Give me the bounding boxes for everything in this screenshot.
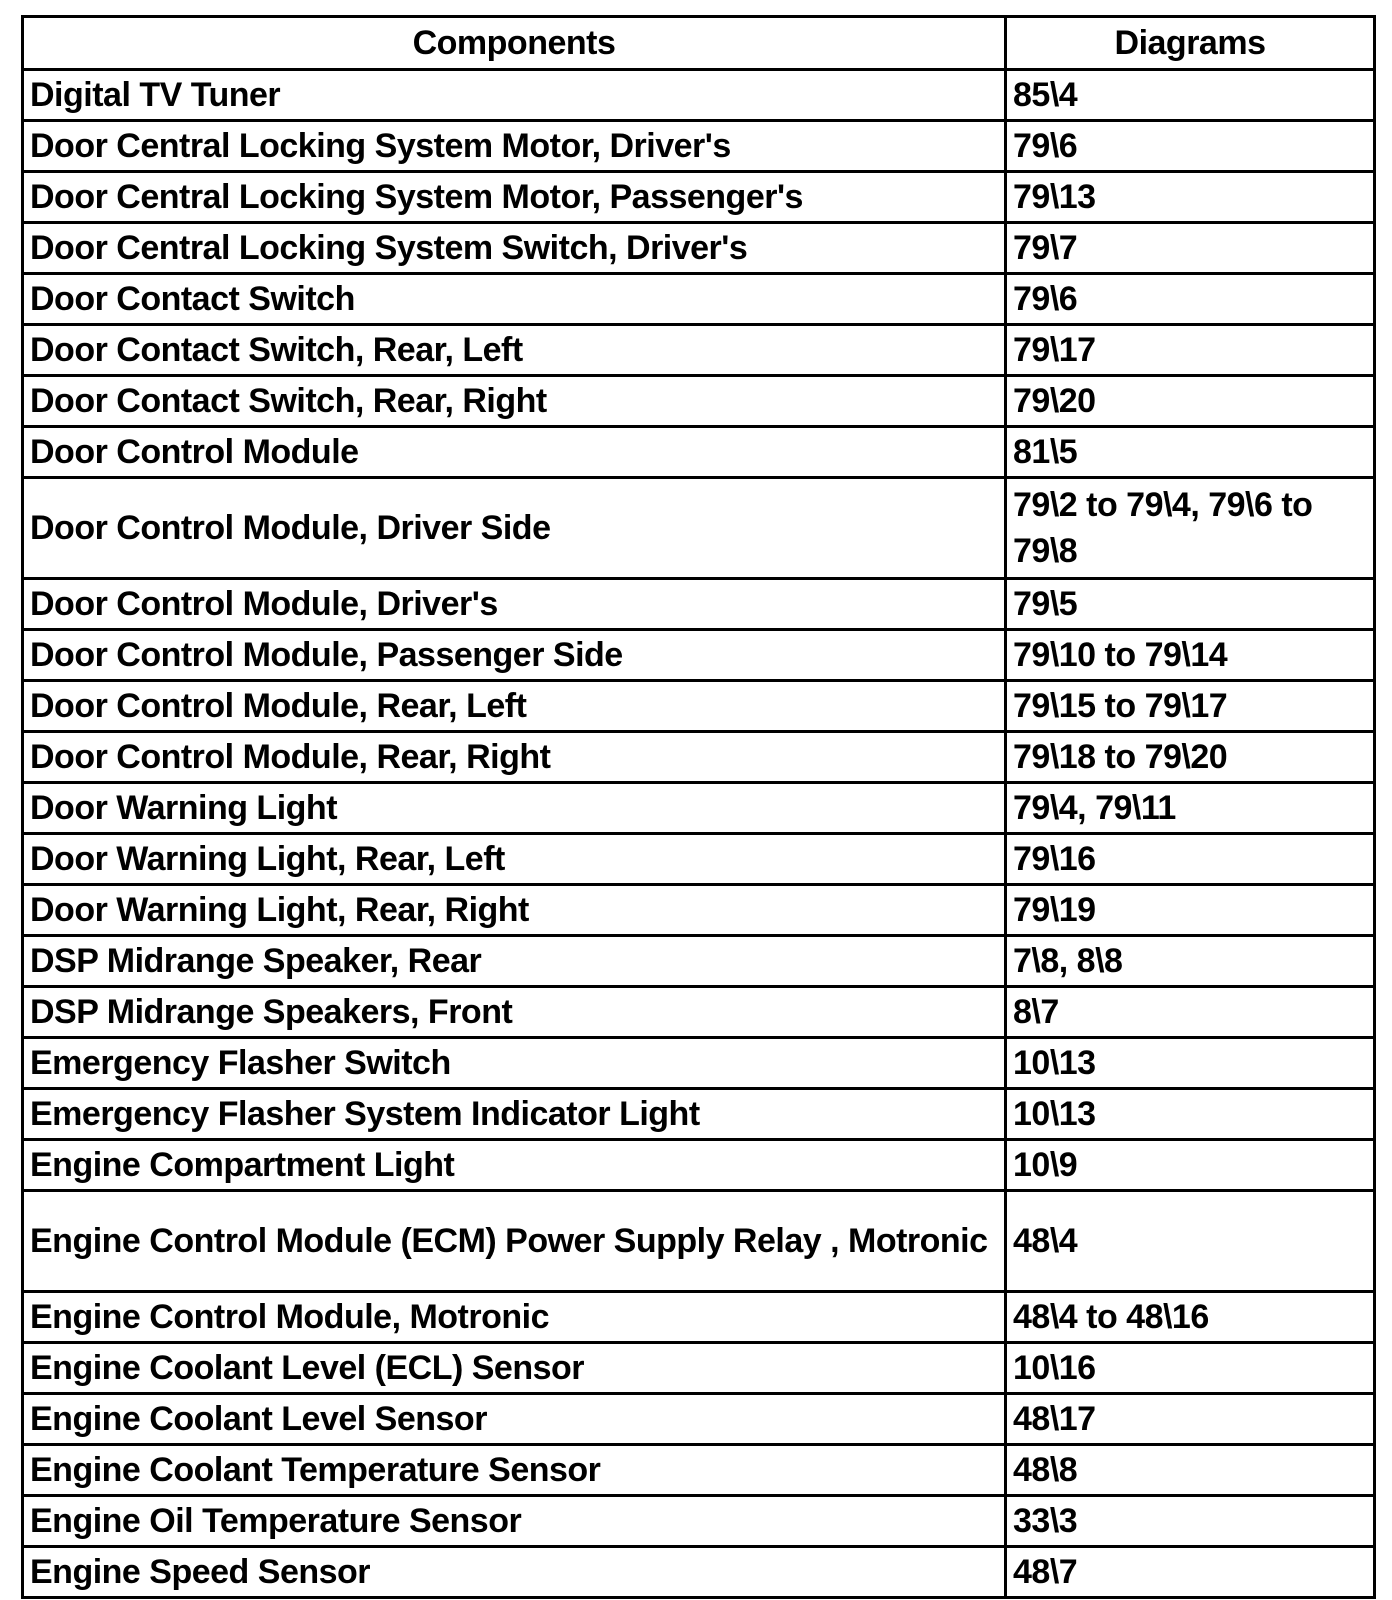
table-row <box>23 987 1375 1038</box>
component-cell: Door Contact Switch <box>23 274 1006 325</box>
component-cell: Door Control Module, Passenger Side <box>23 630 1006 681</box>
table-row <box>23 1140 1375 1191</box>
component-cell: Engine Control Module (ECM) Power Supply Relay , Motronic <box>23 1191 1006 1292</box>
component-cell: Emergency Flasher Switch <box>23 1038 1006 1089</box>
diagrams-cell: 48\8 <box>1006 1445 1375 1496</box>
table-row <box>23 936 1375 987</box>
component-cell: Door Control Module, Rear, Left <box>23 681 1006 732</box>
table-row <box>23 1038 1375 1089</box>
component-cell: Door Central Locking System Motor, Passenger's <box>23 172 1006 223</box>
diagrams-cell: 10\13 <box>1006 1038 1375 1089</box>
diagrams-cell: 79\18 to 79\20 <box>1006 732 1375 783</box>
component-cell: Door Contact Switch, Rear, Left <box>23 325 1006 376</box>
component-cell: Engine Speed Sensor <box>23 1547 1006 1598</box>
table-row <box>23 121 1375 172</box>
diagrams-cell: 79\2 to 79\4, 79\6 to 79\8 <box>1006 478 1375 579</box>
diagrams-cell: 79\15 to 79\17 <box>1006 681 1375 732</box>
table-row <box>23 325 1375 376</box>
diagrams-cell: 10\9 <box>1006 1140 1375 1191</box>
component-cell: DSP Midrange Speakers, Front <box>23 987 1006 1038</box>
header-diagrams: Diagrams <box>1006 17 1375 70</box>
diagrams-cell: 79\6 <box>1006 121 1375 172</box>
table-row <box>23 579 1375 630</box>
table-row <box>23 834 1375 885</box>
component-cell: Engine Coolant Temperature Sensor <box>23 1445 1006 1496</box>
component-cell: Door Warning Light, Rear, Left <box>23 834 1006 885</box>
table-row <box>23 1496 1375 1547</box>
component-cell: Engine Oil Temperature Sensor <box>23 1496 1006 1547</box>
diagrams-cell: 48\4 <box>1006 1191 1375 1292</box>
component-cell: Door Control Module <box>23 427 1006 478</box>
table-row <box>23 885 1375 936</box>
diagrams-cell: 79\6 <box>1006 274 1375 325</box>
component-cell: Engine Compartment Light <box>23 1140 1006 1191</box>
table-row <box>23 1445 1375 1496</box>
component-index-table <box>21 15 1376 1599</box>
diagrams-cell: 48\7 <box>1006 1547 1375 1598</box>
table-row <box>23 1343 1375 1394</box>
header-row <box>23 17 1375 70</box>
component-cell: Door Warning Light <box>23 783 1006 834</box>
component-cell: DSP Midrange Speaker, Rear <box>23 936 1006 987</box>
table-row <box>23 783 1375 834</box>
component-cell: Digital TV Tuner <box>23 70 1006 121</box>
table-row <box>23 1394 1375 1445</box>
table-row <box>23 1292 1375 1343</box>
component-cell: Engine Control Module, Motronic <box>23 1292 1006 1343</box>
diagrams-cell: 79\10 to 79\14 <box>1006 630 1375 681</box>
table-row <box>23 223 1375 274</box>
diagrams-cell: 79\17 <box>1006 325 1375 376</box>
component-cell: Door Central Locking System Motor, Driver's <box>23 121 1006 172</box>
table-row <box>23 376 1375 427</box>
diagrams-cell: 79\4, 79\11 <box>1006 783 1375 834</box>
header-components: Components <box>23 17 1006 70</box>
table-row <box>23 478 1375 579</box>
table-row <box>23 630 1375 681</box>
component-cell: Door Control Module, Driver Side <box>23 478 1006 579</box>
diagrams-cell: 48\4 to 48\16 <box>1006 1292 1375 1343</box>
diagrams-cell: 33\3 <box>1006 1496 1375 1547</box>
diagrams-cell: 10\16 <box>1006 1343 1375 1394</box>
table-row <box>23 172 1375 223</box>
diagrams-cell: 7\8, 8\8 <box>1006 936 1375 987</box>
table-row <box>23 1191 1375 1292</box>
table-row <box>23 681 1375 732</box>
component-cell: Engine Coolant Level Sensor <box>23 1394 1006 1445</box>
diagrams-cell: 48\17 <box>1006 1394 1375 1445</box>
table-row <box>23 427 1375 478</box>
table-row <box>23 732 1375 783</box>
table-row <box>23 1089 1375 1140</box>
diagrams-cell: 79\20 <box>1006 376 1375 427</box>
diagrams-cell: 79\5 <box>1006 579 1375 630</box>
diagrams-cell: 81\5 <box>1006 427 1375 478</box>
diagrams-cell: 79\19 <box>1006 885 1375 936</box>
table-row <box>23 70 1375 121</box>
component-cell: Emergency Flasher System Indicator Light <box>23 1089 1006 1140</box>
diagrams-cell: 10\13 <box>1006 1089 1375 1140</box>
table-row <box>23 274 1375 325</box>
component-cell: Door Warning Light, Rear, Right <box>23 885 1006 936</box>
table-row <box>23 1547 1375 1598</box>
diagrams-cell: 79\7 <box>1006 223 1375 274</box>
component-cell: Door Control Module, Driver's <box>23 579 1006 630</box>
diagrams-cell: 79\13 <box>1006 172 1375 223</box>
diagrams-cell: 85\4 <box>1006 70 1375 121</box>
diagrams-cell: 79\16 <box>1006 834 1375 885</box>
component-cell: Door Contact Switch, Rear, Right <box>23 376 1006 427</box>
component-cell: Engine Coolant Level (ECL) Sensor <box>23 1343 1006 1394</box>
component-cell: Door Control Module, Rear, Right <box>23 732 1006 783</box>
diagrams-cell: 8\7 <box>1006 987 1375 1038</box>
component-cell: Door Central Locking System Switch, Driver's <box>23 223 1006 274</box>
